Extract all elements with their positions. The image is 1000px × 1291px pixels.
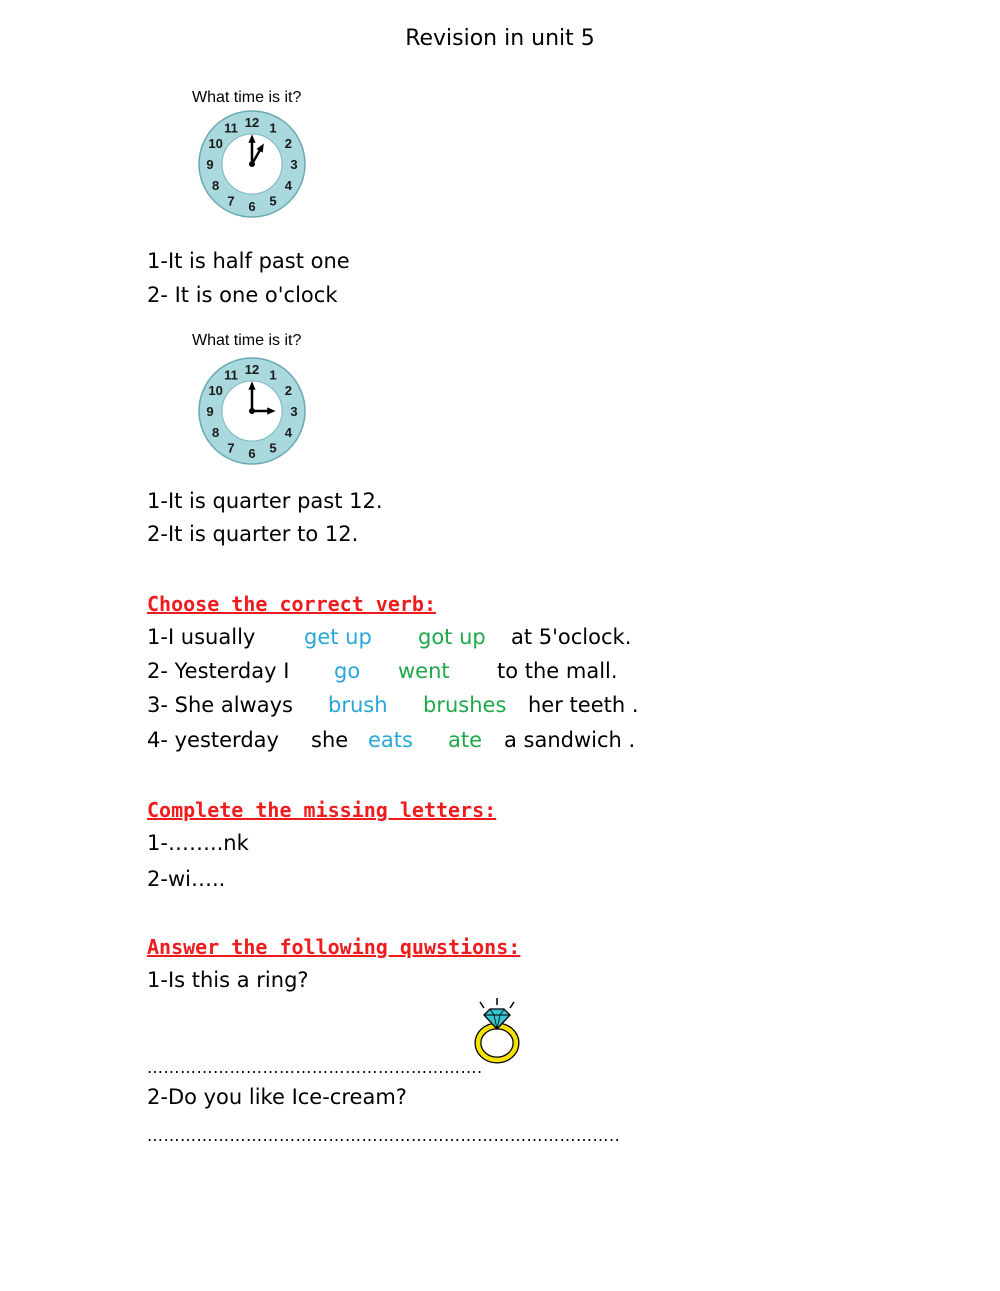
verb-option[interactable]: ate <box>448 728 483 752</box>
clock2-option-1: 1-It is quarter past 12. <box>147 489 383 513</box>
question-1: 1-Is this a ring? <box>147 968 309 992</box>
clock1-option-1: 1-It is half past one <box>147 249 350 273</box>
question-2: 2-Do you like Ice-cream? <box>147 1085 407 1109</box>
clock-number: 2 <box>284 136 292 151</box>
verb-item-suffix: to the mall. <box>497 659 618 683</box>
clock-number: 10 <box>208 383 223 398</box>
clock-number: 2 <box>284 383 292 398</box>
clock2-option-2: 2-It is quarter to 12. <box>147 522 359 546</box>
clock-number: 1 <box>269 120 277 136</box>
verb-item-suffix: a sandwich . <box>504 728 636 752</box>
verb-item-prefix: 4- yesterday <box>147 728 279 752</box>
missing-letters-item: 2-wi….. <box>147 867 226 891</box>
verb-option[interactable]: brushes <box>423 693 507 717</box>
worksheet-title: Revision in unit 5 <box>405 26 595 51</box>
verb-item-prefix: 1-I usually <box>147 625 256 649</box>
answer-line[interactable]: ………………………………………………………………………….. <box>147 1126 621 1145</box>
verb-option[interactable]: brush <box>328 693 388 717</box>
clock-number: 3 <box>290 404 298 419</box>
clock-icon <box>194 355 310 467</box>
clock-number: 3 <box>290 157 298 172</box>
clock-icon <box>194 108 310 220</box>
clock-number: 6 <box>248 199 256 214</box>
section-heading-questions: Answer the following quwstions: <box>147 935 521 959</box>
verb-option[interactable]: eats <box>368 728 413 752</box>
answer-line[interactable]: ……………………………………………………. <box>147 1058 483 1077</box>
section-heading-letters: Complete the missing letters: <box>147 798 497 822</box>
verb-option[interactable]: went <box>398 659 450 683</box>
clock-number: 11 <box>224 120 238 136</box>
missing-letters-item: 1-……..nk <box>147 831 249 855</box>
ring-icon <box>470 996 524 1066</box>
verb-option[interactable]: get up <box>304 625 372 649</box>
clock-number: 4 <box>284 425 292 440</box>
clock-number: 5 <box>269 440 277 456</box>
verb-item-suffix: at 5'oclock. <box>511 625 632 649</box>
verb-item-mid: she <box>311 728 349 752</box>
verb-option[interactable]: go <box>334 659 361 683</box>
clock-number: 10 <box>208 136 223 151</box>
clock-number: 9 <box>206 157 214 172</box>
clock-number: 11 <box>224 367 238 383</box>
verb-item-suffix: her teeth . <box>528 693 639 717</box>
clock-number: 12 <box>244 115 260 130</box>
clock-caption: What time is it? <box>192 89 302 106</box>
clock-number: 8 <box>212 425 220 440</box>
clock-number: 7 <box>227 440 235 456</box>
clock-number: 7 <box>227 193 235 209</box>
section-heading-verbs: Choose the correct verb: <box>147 592 436 616</box>
verb-item-prefix: 3- She always <box>147 693 293 717</box>
verb-item-prefix: 2- Yesterday I <box>147 659 290 683</box>
clock-number: 12 <box>244 362 260 377</box>
clock-number: 1 <box>269 367 277 383</box>
clock-number: 8 <box>212 178 220 193</box>
clock-number: 9 <box>206 404 214 419</box>
clock-caption: What time is it? <box>192 332 302 349</box>
clock1-option-2: 2- It is one o'clock <box>147 283 338 307</box>
clock-number: 6 <box>248 446 256 461</box>
clock-number: 4 <box>284 178 292 193</box>
clock-number: 5 <box>269 193 277 209</box>
verb-option[interactable]: got up <box>418 625 486 649</box>
